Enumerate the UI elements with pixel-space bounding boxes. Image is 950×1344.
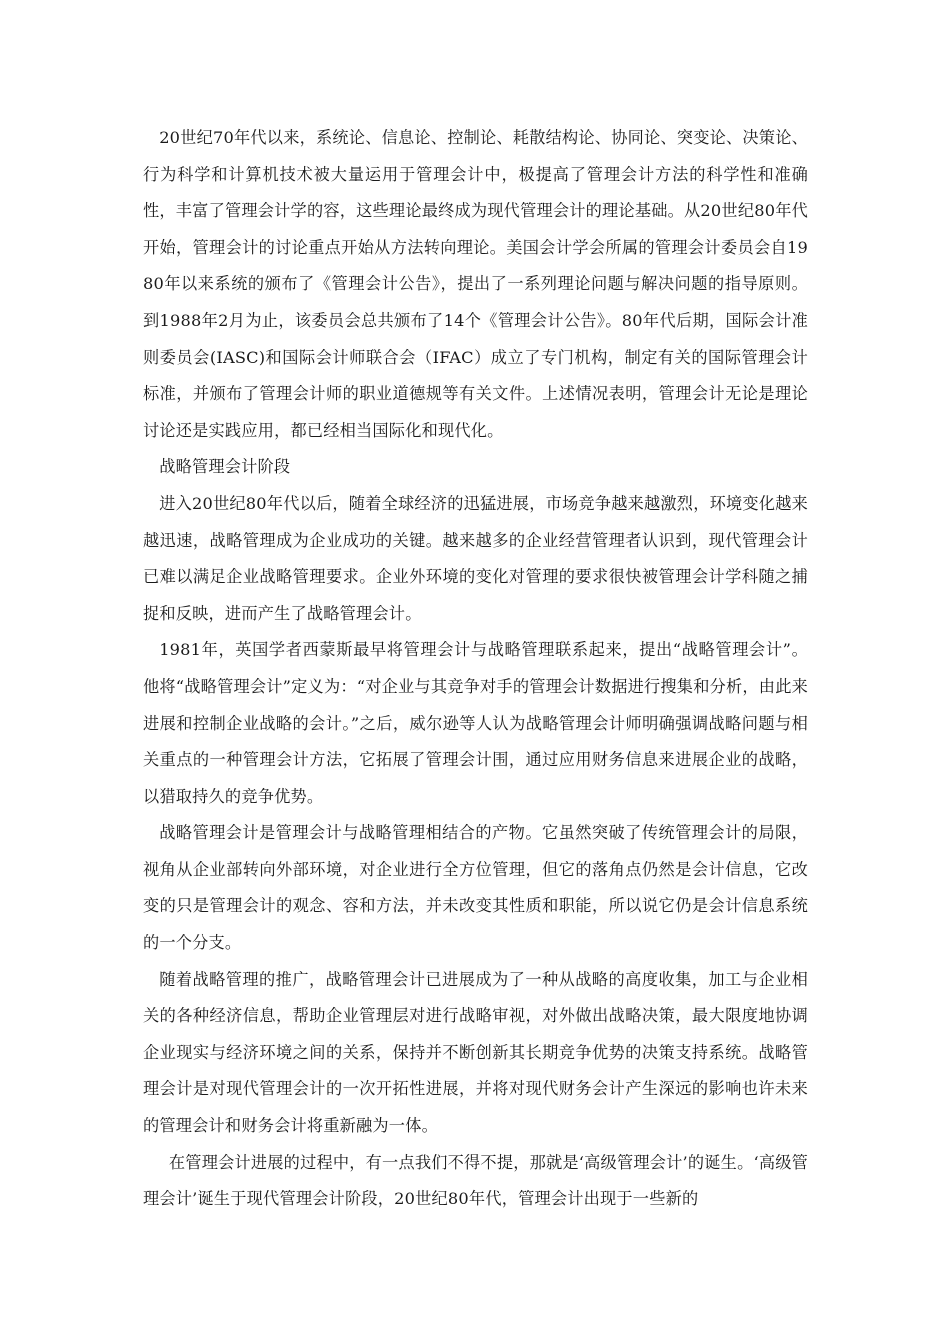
paragraph-simmonds-1981: 1981年，英国学者西蒙斯最早将管理会计与战略管理联系起来，提出“战略管理会计”。他将“战略管理会计”定义为：“对企业与其竞争对手的管理会计数据进行搜集和分析，由此来进展和控制企业战略的会计。”之后，威尔逊等人认为战略管理会计师明确强调战略问题与相关重点的一种管理会计方法，它拓展了管理会计围，通过应用财务信息来进展企业的战略，以猎取持久的竞争优势。 xyxy=(143,640,808,806)
paragraph-advanced-accounting: 在管理会计进展的过程中，有一点我们不得不提，那就是‘高级管理会计’的诞生。‘高级管理会计’诞生于现代管理会计阶段，20世纪80年代，管理会计出现于一些新的 xyxy=(143,1152,808,1209)
paragraph-modern-theory: 20世纪70年代以来，系统论、信息论、控制论、耗散结构论、协同论、突变论、决策论、行为科学和计算机技术被大量运用于管理会计中，极提高了管理会计方法的科学性和准确性，丰富了管理会计学的容，这些理论最终成为现代管理会计的理论基础。从20世纪80年代开始，管理会计的讨论重点开始从方法转向理论。美国会计学会所属的管理会计委员会自1980年以来系统的颁布了《管理会计公告》，提出了一系列理论问题与解决问题的指导原则。到1988年2月为止，该委员会总共颁布了14个《管理会计公告》。80年代后期，国际会计准则委员会(IASC)和国际会计师联合会（IFAC）成立了专门机构，制定有关的国际管理会计标准，并颁布了管理会计师的职业道德规等有关文件。上述情况表明，管理会计无论是理论讨论还是实践应用，都已经相当国际化和现代化。 xyxy=(143,128,808,440)
section-heading-strategic-stage: 战略管理会计阶段 xyxy=(159,457,291,477)
document-body xyxy=(143,120,808,1218)
paragraph-strategic-promotion: 随着战略管理的推广，战略管理会计已进展成为了一种从战略的高度收集，加工与企业相关的各种经济信息，帮助企业管理层对进行战略审视，对外做出战略决策，最大限度地协调企业现实与经济环境之间的关系，保持并不断创新其长期竞争优势的决策支持系统。战略管理会计是对现代管理会计的一次开拓性进展，并将对现代财务会计产生深远的影响也许未来的管理会计和财务会计将重新融为一体。 xyxy=(143,969,808,1136)
paragraph-strategic-product: 战略管理会计是管理会计与战略管理相结合的产物。它虽然突破了传统管理会计的局限，视角从企业部转向外部环境，对企业进行全方位管理，但它的落角点仍然是会计信息，它改变的只是管理会计的观念、容和方法，并未改变其性质和职能，所以说它仍是会计信息系统的一个分支。 xyxy=(143,823,808,953)
paragraph-strategic-intro: 进入20世纪80年代以后，随着全球经济的迅猛进展，市场竞争越来越激烈，环境变化越来越迅速，战略管理成为企业成功的关键。越来越多的企业经营管理者认识到，现代管理会计已难以满足企业战略管理要求。企业外环境的变化对管理的要求很快被管理会计学科随之捕捉和反映，进而产生了战略管理会计。 xyxy=(143,493,808,623)
